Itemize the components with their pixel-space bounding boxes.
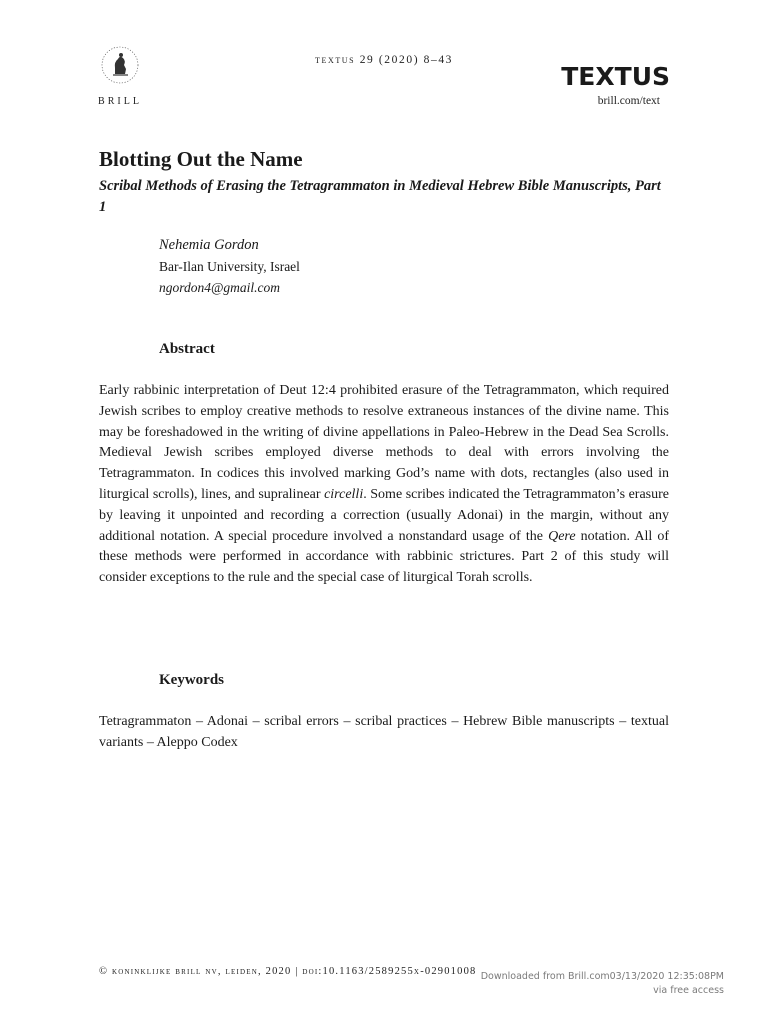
article-title: Blotting Out the Name: [99, 147, 303, 171]
abstract-text: [99, 381, 669, 589]
abstract-text-part1: Early rabbinic interpretation of Deut 12:4 prohibited erasure of the Tetragrammaton, which required Jewish scribes to employ creative methods to resolve extraneous instances of the divine name. This may be foreshadowed in the writing of divine appellations in Paleo-Hebrew in the Dead Sea Scrolls. Medieval Jewish scribes employed diverse methods to deal with errors involving the Tetragrammaton. In codices this involved marking God’s name with dots, rectangles (also used in liturgical scrolls), lines, and supralinear: [99, 383, 669, 502]
download-watermark: [481, 970, 724, 998]
abstract-italic-qere: Qere: [548, 528, 576, 544]
author-email[interactable]: ngordon4@gmail.com: [159, 280, 281, 295]
abstract-text-part3: notation. All of these methods were performed in accordance with rabbinic strictures. Part 2 of this study will consider exceptions to the rule and the special case of liturgical Torah scrolls.: [99, 528, 669, 586]
abstract-italic-circelli: circelli: [324, 486, 364, 502]
footer-copyright: © koninklijke brill nv, leiden, 2020 | doi:10.1163/2589255x-02901008: [99, 966, 477, 977]
keywords-text: Tetragrammaton – Adonai – scribal errors – scribal practices – Hebrew Bible manuscripts – textual variants – Aleppo Codex: [99, 714, 669, 750]
download-line: Downloaded from Brill.com03/13/2020 12:35:08PM: [480, 971, 724, 982]
abstract-text-part2: . Some scribes indicated the Tetragrammaton’s erasure by leaving it unpointed and recording a correction (usually Adonai) in the margin, without any additional notation. A special procedure involved a nonstandard usage of the: [99, 486, 669, 544]
author-name: Nehemia Gordon: [159, 237, 259, 253]
brill-seal-icon: [100, 44, 140, 86]
abstract-heading: Abstract: [159, 341, 215, 357]
journal-reference: textus 29 (2020) 8–43: [314, 54, 454, 66]
journal-url[interactable]: brill.com/text: [597, 95, 660, 107]
journal-logo: TEXTUS: [561, 62, 670, 91]
access-line: via free access: [653, 985, 724, 996]
brill-logo: [94, 44, 146, 110]
author-affiliation: Bar-Ilan University, Israel: [159, 259, 300, 274]
keywords-heading: Keywords: [159, 672, 224, 688]
publisher-name: BRILL: [98, 96, 142, 107]
article-subtitle: Scribal Methods of Erasing the Tetragrammaton in Medieval Hebrew Bible Manuscripts, Part 1: [99, 178, 661, 215]
